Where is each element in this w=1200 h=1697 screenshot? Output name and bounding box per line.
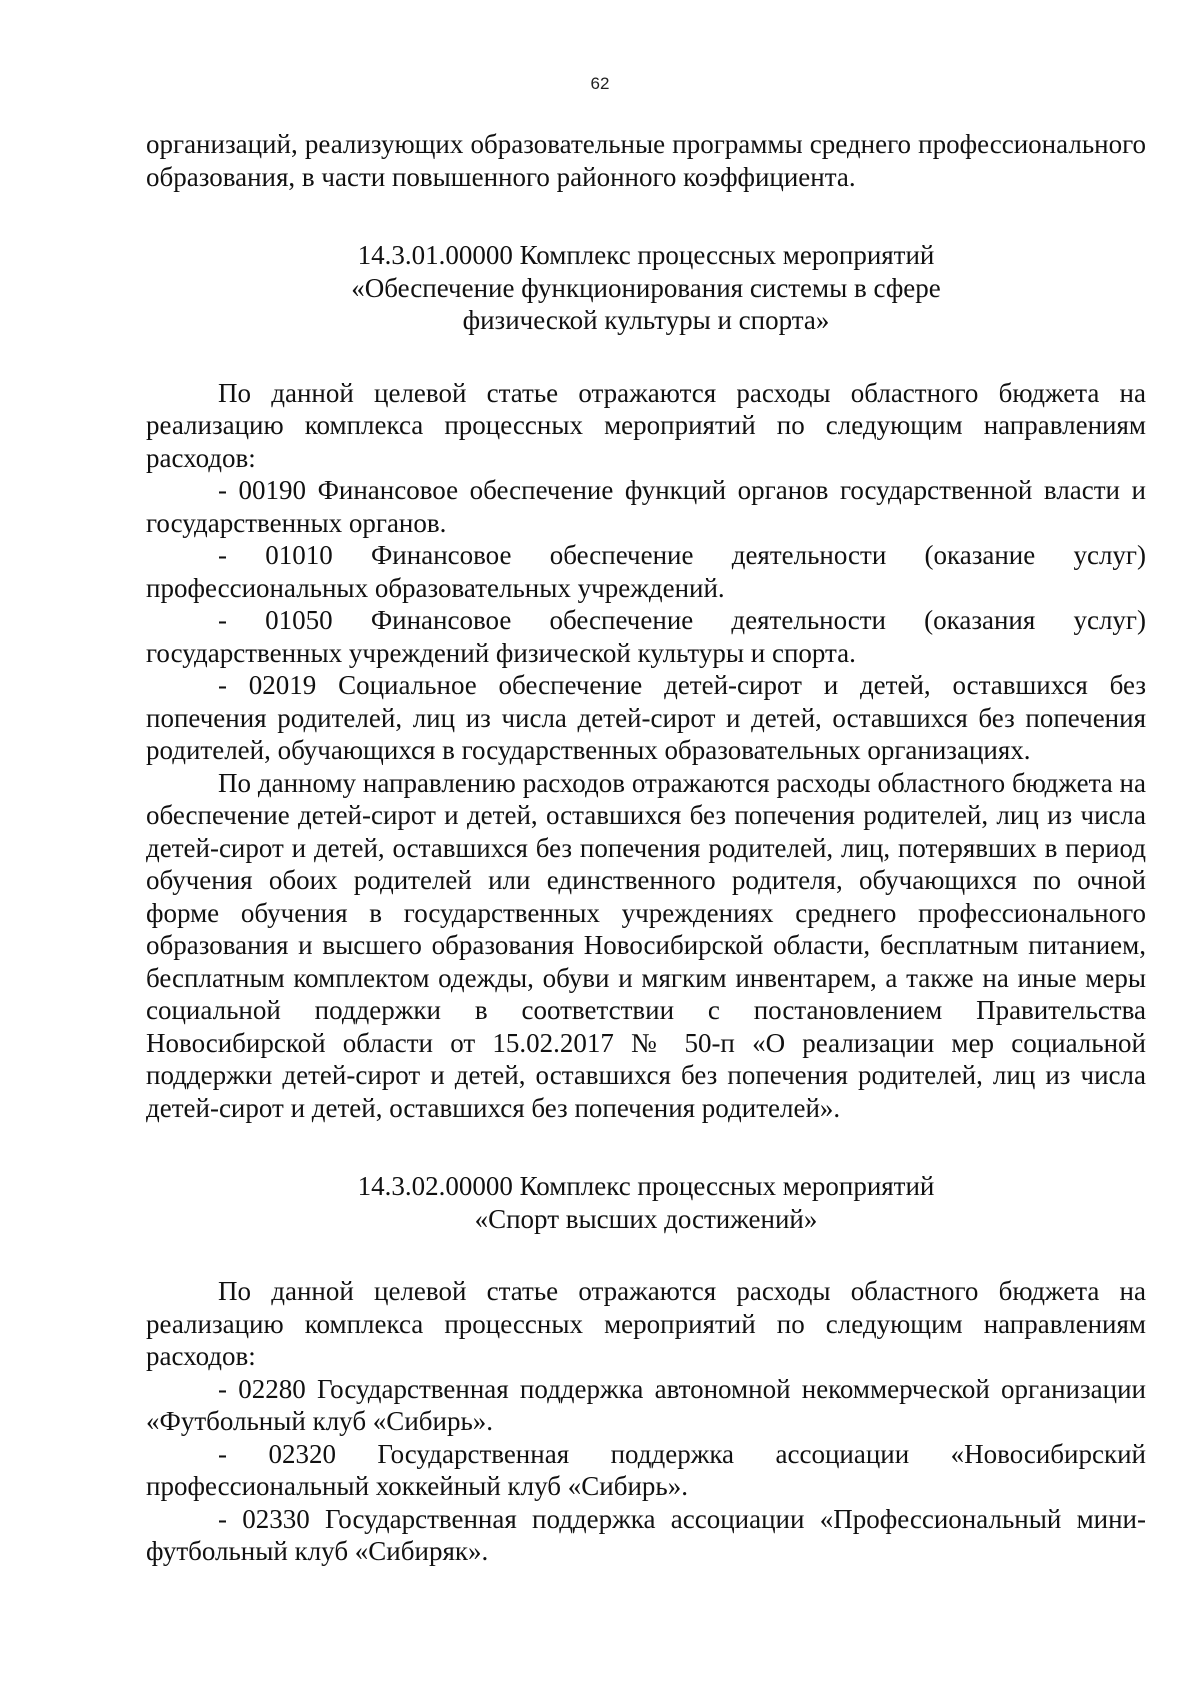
heading-line: 14.3.02.00000 Комплекс процессных мероприятий <box>357 1171 935 1201</box>
section-intro: По данной целевой статье отражаются расходы областного бюджета на реализацию комплекса процессных мероприятий по следующим направлениям расходов: <box>146 377 1146 473</box>
page-number: 62 <box>590 74 610 93</box>
expense-item-01010: - 01010 Финансовое обеспечение деятельности (оказание услуг) профессиональных образовательных учреждений. <box>146 540 1146 603</box>
expense-item-02330: - 02330 Государственная поддержка ассоциации «Профессиональный мини-футбольный клуб «Сибиряк». <box>146 1503 1146 1566</box>
section-intro: По данной целевой статье отражаются расходы областного бюджета на реализацию комплекса процессных мероприятий по следующим направлениям расходов: <box>146 1276 1146 1371</box>
expense-item-01050: - 01050 Финансовое обеспечение деятельности (оказания услуг) государственных учреждений физической культуры и спорта. <box>146 605 1146 668</box>
expense-item-00190: - 00190 Финансовое обеспечение функций органов государственной власти и государственных органов. <box>146 475 1146 538</box>
expense-item-02280: - 02280 Государственная поддержка автономной некоммерческой организации «Футбольный клуб «Сибирь». <box>146 1373 1146 1436</box>
section-heading-14-3-02 <box>146 1170 1146 1235</box>
expense-item-02019: - 02019 Социальное обеспечение детей-сирот и детей, оставшихся без попечения родителей, лиц из числа детей-сирот и детей, оставшихся без попечения родителей, обучающихся в государственных образовательных организациях. <box>146 670 1146 765</box>
heading-line: физической культуры и спорта» <box>462 305 830 335</box>
section-heading-14-3-01 <box>146 239 1146 337</box>
paragraph-continuation: организаций, реализующих образовательные программы среднего профессионального образования, в части повышенного районного коэффициента. <box>146 129 1146 192</box>
expense-item-02320: - 02320 Государственная поддержка ассоциации «Новосибирский профессиональный хоккейный клуб «Сибирь». <box>146 1438 1146 1501</box>
heading-line: 14.3.01.00000 Комплекс процессных мероприятий <box>357 240 935 270</box>
document-body <box>146 128 1146 1568</box>
expense-item-note: По данному направлению расходов отражаются расходы областного бюджета на обеспечение детей-сирот и детей, оставшихся без попечения родителей, лиц из числа детей-сирот и детей, оставшихся без попечения родителей, лиц, потерявших в период обучения обоих родителей или единственного родителя, обучающихся по очной форме обучения в государственных учреждениях среднего профессионального образования и высшего образования Новосибирской области, бесплатным питанием, бесплатным комплектом одежды, обуви и мягким инвентарем, а также на иные меры социальной поддержки в соответствии с постановлением Правительства Новосибирской области от 15.02.2017 № 50-п «О реализации мер социальной поддержки детей-сирот и детей, оставшихся без попечения родителей, лиц из числа детей-сирот и детей, оставшихся без попечения родителей». <box>146 767 1146 1123</box>
heading-line: «Спорт высших достижений» <box>474 1203 818 1234</box>
heading-line: «Обеспечение функционирования системы в сфере <box>351 272 941 303</box>
